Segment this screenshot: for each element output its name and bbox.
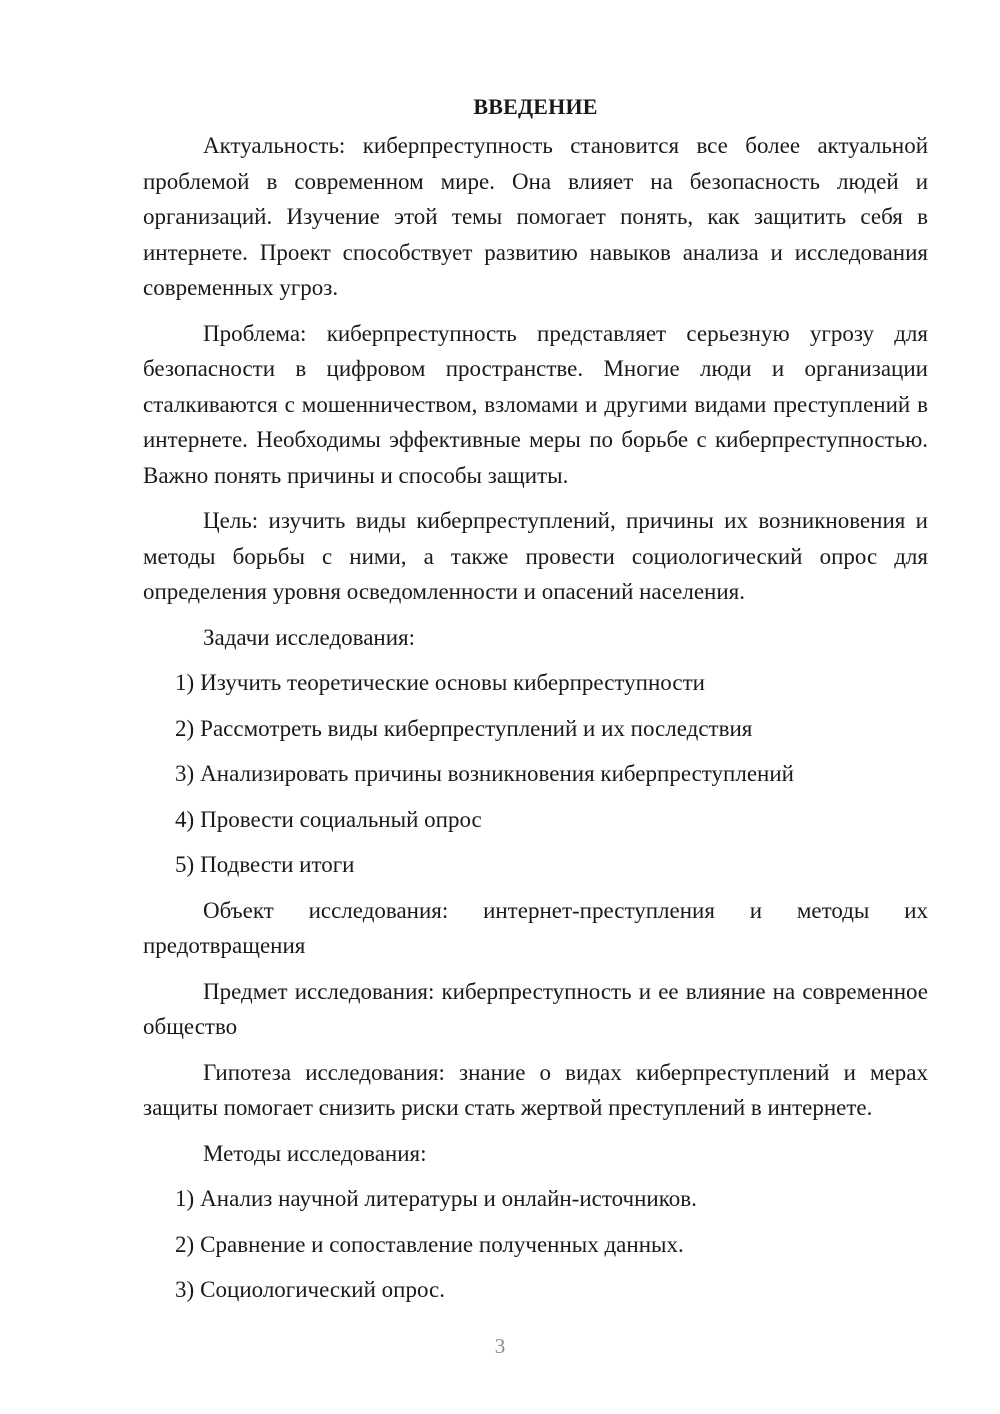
- problem-paragraph: Проблема: киберпреступность представляет серьезную угрозу для безопасности в цифровом пространстве. Многие люди и организации сталкиваются с мошенничеством, взломами и другими видами преступлений в интернете. Необходимы эффективные меры по борьбе с киберпреступностью. Важно понять причины и способы защиты.: [143, 320, 928, 488]
- list-item-text: Рассмотреть виды киберпреступлений и их последствия: [200, 715, 753, 741]
- relevance-paragraph: Актуальность: киберпреступность становится все более актуальной проблемой в современном мире. Она влияет на безопасность людей и организаций. Изучение этой темы помогает понять, как защитить себя в интернете. Проект способствует развитию навыков анализа и исследования современных угроз.: [143, 133, 928, 300]
- list-item-number: 4): [175, 806, 195, 832]
- goal-paragraph: Цель: изучить виды киберпреступлений, причины их возникновения и методы борьбы с ними, а также провести социологический опрос для определения уровня осведомленности и опасений населения.: [143, 508, 928, 604]
- list-item: [143, 665, 928, 701]
- list-item: [143, 802, 928, 838]
- page-number: 3: [494, 1334, 506, 1358]
- list-item-text: Сравнение и сопоставление полученных данных.: [200, 1231, 684, 1257]
- list-item-text: Провести социальный опрос: [200, 806, 482, 832]
- list-item: [143, 847, 928, 883]
- list-item-number: 3): [175, 1277, 195, 1302]
- subject-paragraph: Предмет исследования: киберпреступность и ее влияние на современное общество: [143, 978, 928, 1039]
- list-item-number: 5): [175, 852, 195, 877]
- list-item: [143, 756, 928, 792]
- list-item-text: Изучить теоретические основы киберпреступности: [200, 670, 705, 695]
- document-page: [143, 92, 928, 1318]
- list-item-text: Анализировать причины возникновения киберпреступлений: [200, 761, 794, 786]
- list-item: [143, 1272, 928, 1308]
- tasks-list: [143, 665, 928, 883]
- list-item-text: Социологический опрос.: [200, 1277, 445, 1302]
- list-item: [143, 1227, 928, 1263]
- list-item-number: 3): [175, 761, 195, 786]
- list-item-text: Подвести итоги: [200, 852, 355, 877]
- list-item: [143, 1181, 928, 1217]
- list-item-number: 2): [175, 1231, 195, 1257]
- page-title: ВВЕДЕНИЕ: [473, 94, 598, 119]
- list-item-number: 1): [175, 670, 195, 695]
- list-item-number: 1): [175, 1186, 195, 1211]
- tasks-label: Задачи исследования:: [203, 624, 416, 650]
- methods-label: Методы исследования:: [203, 1140, 427, 1166]
- hypothesis-paragraph: Гипотеза исследования: знание о видах киберпреступлений и мерах защиты помогает снизить риски стать жертвой преступлений в интернете.: [143, 1059, 928, 1120]
- list-item: [143, 711, 928, 747]
- object-paragraph: Объект исследования: интернет-преступления и методы их предотвращения: [143, 897, 928, 958]
- methods-list: [143, 1181, 928, 1308]
- list-item-text: Анализ научной литературы и онлайн-источников.: [200, 1186, 697, 1211]
- list-item-number: 2): [175, 715, 195, 741]
